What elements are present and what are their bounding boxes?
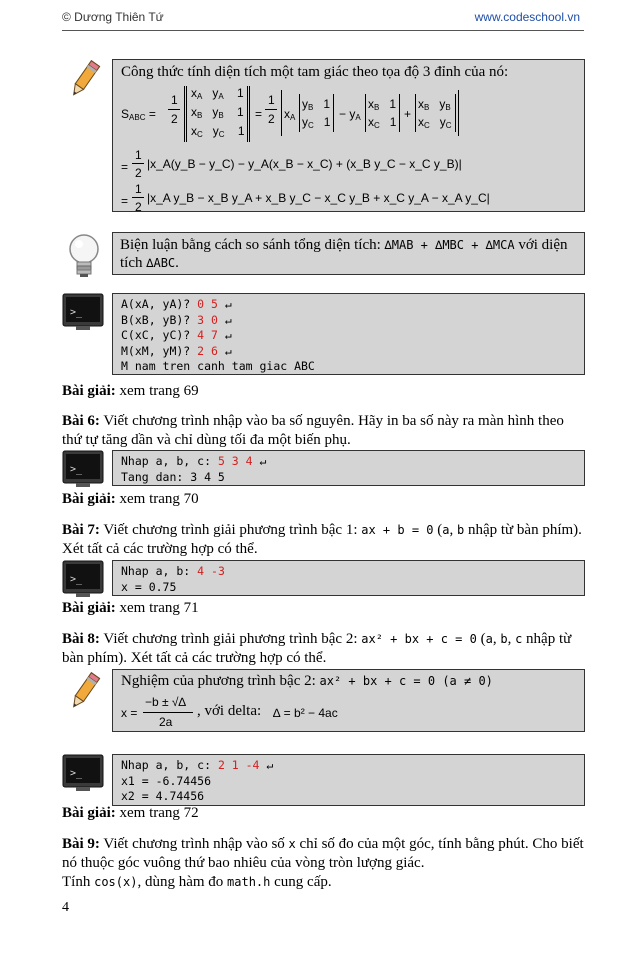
terminal-line bbox=[121, 454, 576, 470]
quad-frac-line bbox=[143, 712, 193, 713]
terminal-prompt: x2 = 4.74456 bbox=[121, 789, 205, 803]
terminal-line bbox=[121, 297, 576, 313]
frac3-num: 1 bbox=[135, 148, 142, 162]
note2-text-end: . bbox=[175, 255, 179, 271]
formula-eq4: = bbox=[121, 194, 129, 208]
xA-term: $x_A$ bbox=[284, 107, 296, 122]
terminal-prompt: A(xA, yA)? bbox=[121, 297, 198, 311]
abs-bar-left bbox=[281, 90, 282, 136]
enter-key-icon: ↵ bbox=[217, 328, 232, 342]
m2-r1: $x_B$ 1 bbox=[368, 97, 397, 112]
enter-key-icon: ↵ bbox=[252, 454, 267, 468]
note2-text-post: với diện tích bbox=[120, 237, 568, 271]
terminal-prompt: Nhap a, b: bbox=[121, 564, 198, 578]
m2-r2: $x_C$ 1 bbox=[368, 115, 397, 130]
svg-text:>_: >_ bbox=[70, 574, 83, 585]
det-bar-left2 bbox=[186, 86, 187, 142]
terminal-icon bbox=[62, 450, 104, 493]
formula-line3: |x_A y_B − x_B y_A + x_B y_C − x_C y_B + x_C y_A − x_A y_C| bbox=[147, 191, 490, 205]
m1-r2: $y_C$ 1 bbox=[302, 115, 331, 130]
m3-bar-l bbox=[415, 94, 416, 132]
pencil-icon bbox=[62, 58, 106, 107]
det-row2: $x_B$ $y_B$ 1 bbox=[191, 105, 244, 120]
terminal-user-input: 2 1 -4 bbox=[217, 758, 260, 772]
terminal-line bbox=[121, 344, 576, 360]
terminal-prompt: Nhap a, b, c: bbox=[121, 454, 218, 468]
terminal-prompt: x = 0.75 bbox=[121, 579, 177, 594]
quad-delta-text: , với delta: bbox=[197, 703, 262, 719]
terminal-line bbox=[121, 328, 576, 344]
det-row3: $x_C$ $y_C$ 1 bbox=[191, 124, 245, 139]
frac3-line bbox=[132, 163, 144, 164]
frac3-den: 2 bbox=[135, 166, 142, 180]
terminal-prompt: Nhap a, b, c: bbox=[121, 758, 218, 772]
enter-key-icon: ↵ bbox=[217, 297, 232, 311]
terminal-prompt: M nam tren canh tam giac ABC bbox=[121, 359, 315, 373]
terminal-line bbox=[121, 580, 576, 596]
frac-den: 2 bbox=[171, 112, 178, 126]
note3-text: Nghiệm của phương trình bậc 2: ax² + bx + c = 0 (a ≠ 0) bbox=[121, 673, 493, 689]
m3-bar-r bbox=[455, 94, 456, 132]
note2-text-pre: Biện luận bằng cách so sánh tổng diện tích: bbox=[120, 237, 385, 253]
m2-bar-l bbox=[365, 94, 366, 132]
terminal-user-input: 4 -3 bbox=[197, 564, 225, 578]
det-bar-left bbox=[184, 86, 185, 142]
yA-term: − $y_A$ bbox=[339, 107, 361, 122]
m1-bar-l bbox=[299, 94, 300, 132]
quad-numerator: −b ± √∆ bbox=[145, 695, 186, 709]
solution-ref-2: Bài giải: xem trang 70 bbox=[62, 491, 199, 507]
terminal-user-input: 3 0 bbox=[197, 312, 218, 327]
terminal-prompt: B(xB, yB)? bbox=[121, 312, 198, 327]
note2-code: ∆MAB + ∆MBC + ∆MCA bbox=[384, 238, 515, 252]
quad-x-eq: x = bbox=[121, 706, 138, 720]
terminal-output-1 bbox=[112, 293, 585, 375]
svg-text:>_: >_ bbox=[70, 464, 83, 475]
formula-eq3: = bbox=[121, 160, 129, 174]
frac2-den: 2 bbox=[268, 112, 275, 126]
solution-ref-3: Bài giải: xem trang 71 bbox=[62, 600, 199, 616]
comparison-note-box bbox=[112, 232, 585, 275]
m2-bar-r bbox=[399, 94, 400, 132]
terminal-prompt: Tang dan: 3 4 5 bbox=[121, 469, 225, 484]
header-website: www.codeschool.vn bbox=[474, 10, 580, 24]
formula-title: Công thức tính diện tích một tam giác theo tọa độ 3 đỉnh của nó: bbox=[121, 64, 509, 80]
enter-key-icon: ↵ bbox=[217, 312, 232, 327]
quadratic-note-box bbox=[112, 669, 585, 732]
exercise-6: Bài 6: Viết chương trình nhập vào ba số nguyên. Hãy in ba số này ra màn hình theo thứ tự tăng dần và chỉ dùng tối đa một biến phụ. bbox=[62, 413, 564, 448]
frac-num: 1 bbox=[171, 93, 178, 107]
terminal-line bbox=[121, 774, 576, 790]
exercise-8: Bài 8: Viết chương trình giải phương trình bậc 2: ax² + bx + c = 0 (a, b, c nhập từ bàn phím). Xét tất cả các trường hợp có thể. bbox=[62, 631, 572, 666]
terminal-icon bbox=[62, 754, 104, 797]
det-row1: $x_A$ $y_A$ 1 bbox=[191, 86, 244, 101]
enter-key-icon: ↵ bbox=[217, 343, 232, 358]
det-bar-right2 bbox=[249, 86, 250, 142]
frac2-num: 1 bbox=[268, 93, 275, 107]
terminal-user-input: 4 7 bbox=[197, 328, 218, 342]
frac4-num: 1 bbox=[135, 182, 142, 196]
exercise-7: Bài 7: Viết chương trình giải phương trình bậc 1: ax + b = 0 (a, b nhập từ bàn phím). Xét tất cả các trường hợp có thể. bbox=[62, 522, 582, 557]
m3-r2: $x_C$ $y_C$ bbox=[418, 115, 452, 130]
header-author: © Dương Thiên Tứ bbox=[62, 10, 164, 24]
terminal-line bbox=[121, 313, 576, 329]
exercise-9: Bài 9: Viết chương trình nhập vào số x chỉ số đo của một góc, tính bằng phút. Cho biết nó thuộc góc vuông thứ bao nhiêu của vòng tròn lượng giác. Tính cos(x), dùng hàm đo math.h cung cấp. bbox=[62, 836, 584, 890]
note2-code2: ∆ABC bbox=[146, 256, 176, 270]
lightbulb-icon bbox=[64, 232, 104, 285]
terminal-prompt: x1 = -6.74456 bbox=[121, 773, 212, 788]
quad-denominator: 2a bbox=[159, 715, 173, 729]
m3-r1: $x_B$ $y_B$ bbox=[418, 97, 451, 112]
frac4-den: 2 bbox=[135, 200, 142, 214]
page-number: 4 bbox=[62, 900, 69, 915]
terminal-icon bbox=[62, 293, 104, 336]
m1-r1: $y_B$ 1 bbox=[302, 97, 331, 112]
terminal-line bbox=[121, 789, 576, 805]
terminal-line bbox=[121, 564, 576, 580]
terminal-line bbox=[121, 470, 576, 486]
terminal-prompt: M(xM, yM)? bbox=[121, 343, 198, 358]
terminal-user-input: 0 5 bbox=[197, 297, 218, 311]
header-divider bbox=[62, 30, 584, 31]
plus-term: + bbox=[404, 107, 412, 121]
terminal-output-3 bbox=[112, 560, 585, 596]
terminal-icon bbox=[62, 560, 104, 603]
svg-text:>_: >_ bbox=[70, 307, 83, 318]
solution-ref-1: Bài giải: xem trang 69 bbox=[62, 383, 199, 399]
det-bar-right bbox=[247, 86, 248, 142]
frac4-line bbox=[132, 197, 144, 198]
frac-line bbox=[168, 109, 180, 110]
terminal-user-input: 2 6 bbox=[197, 343, 218, 358]
m1-bar-r bbox=[333, 94, 334, 132]
terminal-output-4 bbox=[112, 754, 585, 806]
terminal-output-2 bbox=[112, 450, 585, 486]
formula-line2: |x_A(y_B − y_C) − y_A(x_B − x_C) + (x_B y_C − x_C y_B)| bbox=[147, 157, 462, 171]
solution-ref-4: Bài giải: xem trang 72 bbox=[62, 805, 199, 821]
formula-note-box bbox=[112, 59, 585, 212]
abs-bar-right bbox=[458, 90, 459, 136]
formula-lhs: $S_{ABC}$ = bbox=[121, 107, 156, 122]
enter-key-icon: ↵ bbox=[259, 758, 274, 772]
terminal-prompt: C(xC, yC)? bbox=[121, 328, 198, 342]
frac2-line bbox=[265, 109, 277, 110]
svg-text:>_: >_ bbox=[70, 768, 83, 779]
terminal-line bbox=[121, 758, 576, 774]
formula-eq2: = bbox=[255, 107, 263, 121]
pencil-icon bbox=[62, 670, 106, 719]
terminal-user-input: 5 3 4 bbox=[217, 454, 253, 468]
terminal-line bbox=[121, 359, 576, 375]
quad-delta: ∆ = b² − 4ac bbox=[273, 706, 338, 720]
